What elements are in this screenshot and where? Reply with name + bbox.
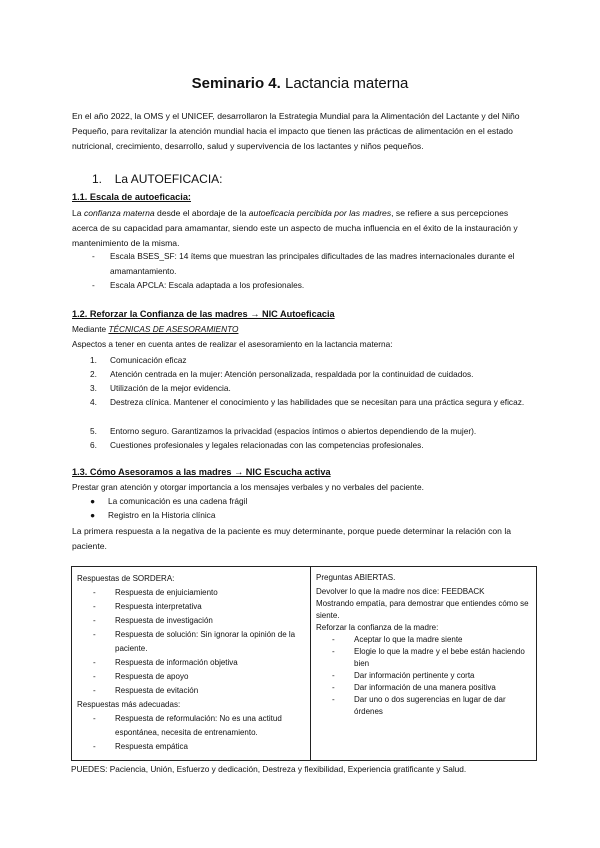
dash-marker: - <box>332 647 335 656</box>
sordera-heading: Respuestas de SORDERA: <box>77 574 175 583</box>
section-1-title: La AUTOEFICACIA: <box>114 172 223 186</box>
escucha-line: Prestar gran atención y otorgar importancia a los mensajes verbales y no verbales del paciente. <box>72 482 424 492</box>
list-item <box>90 381 530 396</box>
table-list-item <box>77 712 307 740</box>
primera-respuesta-paragraph: La primera respuesta a la negativa de la paciente es muy determinante, porque puede determinar la relación con la paciente. <box>72 526 512 551</box>
title-bold: Seminario 4. <box>191 75 281 92</box>
table-list-item <box>77 670 307 684</box>
dash-marker: - <box>93 616 96 625</box>
table-list-text: Respuesta de apoyo <box>115 672 189 681</box>
table-list-item <box>77 600 307 614</box>
table-list-item <box>316 634 532 646</box>
dash-marker: - <box>332 635 335 644</box>
list-item-text: Utilización de la mejor evidencia. <box>110 383 231 393</box>
dash-marker: - <box>93 714 96 723</box>
dash-marker: - <box>92 251 95 261</box>
dash-marker: - <box>93 672 96 681</box>
table-list-item <box>77 656 307 670</box>
subsection-1-1-heading: 1.1. Escala de autoeficacia: <box>72 192 191 202</box>
table-list-text: Respuesta de enjuiciamiento <box>115 588 218 597</box>
dash-marker: - <box>93 588 96 597</box>
table-list-item <box>316 646 532 670</box>
list-item-text: Escala BSES_SF: 14 ítems que muestran las principales dificultades de las madres internacionales durante el amamantamiento. <box>110 251 515 276</box>
table-list-text: Respuesta empática <box>115 742 188 751</box>
list-number: 2. <box>90 369 97 379</box>
dash-marker: - <box>93 742 96 751</box>
bullet-marker: ● <box>90 510 96 520</box>
list-number: 1. <box>90 355 97 365</box>
table-list-text: Aceptar lo que la madre siente <box>354 635 463 644</box>
table-list-item <box>77 684 307 698</box>
intro-paragraph: En el año 2022, la OMS y el UNICEF, desarrollaron la Estrategia Mundial para la Alimentación del Lactante y del Niño Pequeño, para revitalizar la atención mundial hacia el impacto que tienen las prácticas de alimentación en el estado nutricional, crecimiento, desarrollo, salud y supervivencia de los lactantes y niños pequeños. <box>72 111 520 151</box>
table-list-text: Respuesta de solución: Sin ignorar la opinión de la paciente. <box>115 630 296 653</box>
dash-marker: - <box>93 658 96 667</box>
table-list-text: Respuesta interpretativa <box>115 602 202 611</box>
table-list-item <box>316 682 532 694</box>
empatia-line: Mostrando empatía, para demostrar que entiendes cómo se siente. <box>316 599 529 620</box>
dash-marker: - <box>332 683 335 692</box>
confianza-text-1: La <box>72 208 84 218</box>
section-1-heading <box>92 172 223 186</box>
adecuadas-heading: Respuestas más adecuadas: <box>77 700 181 709</box>
table-list-text: Respuesta de reformulación: No es una actitud espontánea, necesita de entrenamiento. <box>115 714 282 737</box>
list-item <box>90 424 530 439</box>
list-number: 4. <box>90 397 97 407</box>
list-item-text: Cuestiones profesionales y legales relacionadas con las competencias profesionales. <box>110 440 424 450</box>
list-item <box>90 510 215 520</box>
list-item <box>90 367 530 382</box>
subsection-1-2-heading: 1.2. Reforzar la Confianza de las madres → NIC Autoeficacia <box>72 309 335 319</box>
list-item <box>90 496 247 506</box>
table-cell-left <box>77 572 307 754</box>
confianza-text-3: , se refiere a sus percepciones acerca de su capacidad para amamantar, siendo este un aspecto de mucha influencia en el éxito de la instauración y mantenimiento de la misma. <box>72 208 518 248</box>
list-item-text: Comunicación eficaz <box>110 355 187 365</box>
dash-marker: - <box>332 695 335 704</box>
table-list-text: Dar información de una manera positiva <box>354 683 496 692</box>
tecnicas-asesoramiento-text: TÉCNICAS DE ASESORAMIENTO <box>108 324 239 334</box>
dash-marker: - <box>93 686 96 695</box>
table-list-item <box>77 586 307 600</box>
list-number: 5. <box>90 426 97 436</box>
list-item-text: Atención centrada en la mujer: Atención personalizada, respaldada por la continuidad de cuidados. <box>110 369 474 379</box>
table-list-text: Dar uno o dos sugerencias en lugar de dar órdenes <box>354 695 506 716</box>
list-item-text: Entorno seguro. Garantizamos la privacidad (espacios íntimos o abiertos dependiendo de la mujer). <box>110 426 477 436</box>
dash-marker: - <box>93 602 96 611</box>
confianza-text-2: desde el abordaje de la <box>154 208 249 218</box>
list-item <box>90 395 530 410</box>
table-list-item <box>77 628 307 656</box>
confianza-paragraph <box>72 206 527 251</box>
feedback-line: Devolver lo que la madre nos dice: FEEDBACK <box>316 587 485 596</box>
preguntas-heading: Preguntas ABIERTAS. <box>316 573 396 582</box>
table-list-item <box>77 614 307 628</box>
list-item-text: Registro en la Historia clínica <box>108 510 216 520</box>
puedes-footer: PUEDES: Paciencia, Unión, Esfuerzo y dedicación, Destreza y flexibilidad, Experiencia gratificante y Salud. <box>71 764 467 774</box>
list-item-text: La comunicación es una cadena frágil <box>108 496 248 506</box>
table-list-item <box>316 670 532 682</box>
table-list-item <box>316 694 532 718</box>
dash-marker: - <box>92 280 95 290</box>
table-list-text: Respuesta de información objetiva <box>115 658 238 667</box>
list-item <box>92 278 522 293</box>
mediante-line <box>72 324 238 334</box>
mediante-text: Mediante <box>72 324 109 334</box>
list-item-text: Destreza clínica. Mantener el conocimiento y las habilidades que se necesitan para una práctica segura y eficaz. <box>110 397 525 407</box>
aspectos-line: Aspectos a tener en cuenta antes de realizar el asesoramiento en la lactancia materna: <box>72 339 393 349</box>
bullet-marker: ● <box>90 496 96 506</box>
section-1-number: 1. <box>92 172 103 186</box>
confianza-italic-2: autoeficacia percibida por las madres <box>248 208 392 218</box>
table-list-text: Respuesta de evitación <box>115 686 199 695</box>
table-list-text: Dar información pertinente y corta <box>354 671 475 680</box>
subsection-1-3-heading: 1.3. Cómo Asesoramos a las madres → NIC Escucha activa <box>72 467 331 477</box>
dash-marker: - <box>93 630 96 639</box>
list-item <box>92 249 522 279</box>
table-list-item <box>77 740 307 754</box>
list-number: 3. <box>90 383 97 393</box>
table-list-text: Respuesta de investigación <box>115 616 213 625</box>
reforzar-heading: Reforzar la confianza de la madre: <box>316 623 439 632</box>
table-divider <box>310 566 311 760</box>
page-title <box>0 75 600 92</box>
list-item-text: Escala APCLA: Escala adaptada a los profesionales. <box>110 280 305 290</box>
dash-marker: - <box>332 671 335 680</box>
confianza-italic-1: confianza materna <box>83 208 155 218</box>
list-number: 6. <box>90 440 97 450</box>
list-item <box>90 438 530 453</box>
table-list-text: Elogie lo que la madre y el bebe están haciendo bien <box>354 647 525 668</box>
title-rest: Lactancia materna <box>280 75 409 92</box>
list-item <box>90 353 530 368</box>
table-cell-right <box>316 572 532 718</box>
